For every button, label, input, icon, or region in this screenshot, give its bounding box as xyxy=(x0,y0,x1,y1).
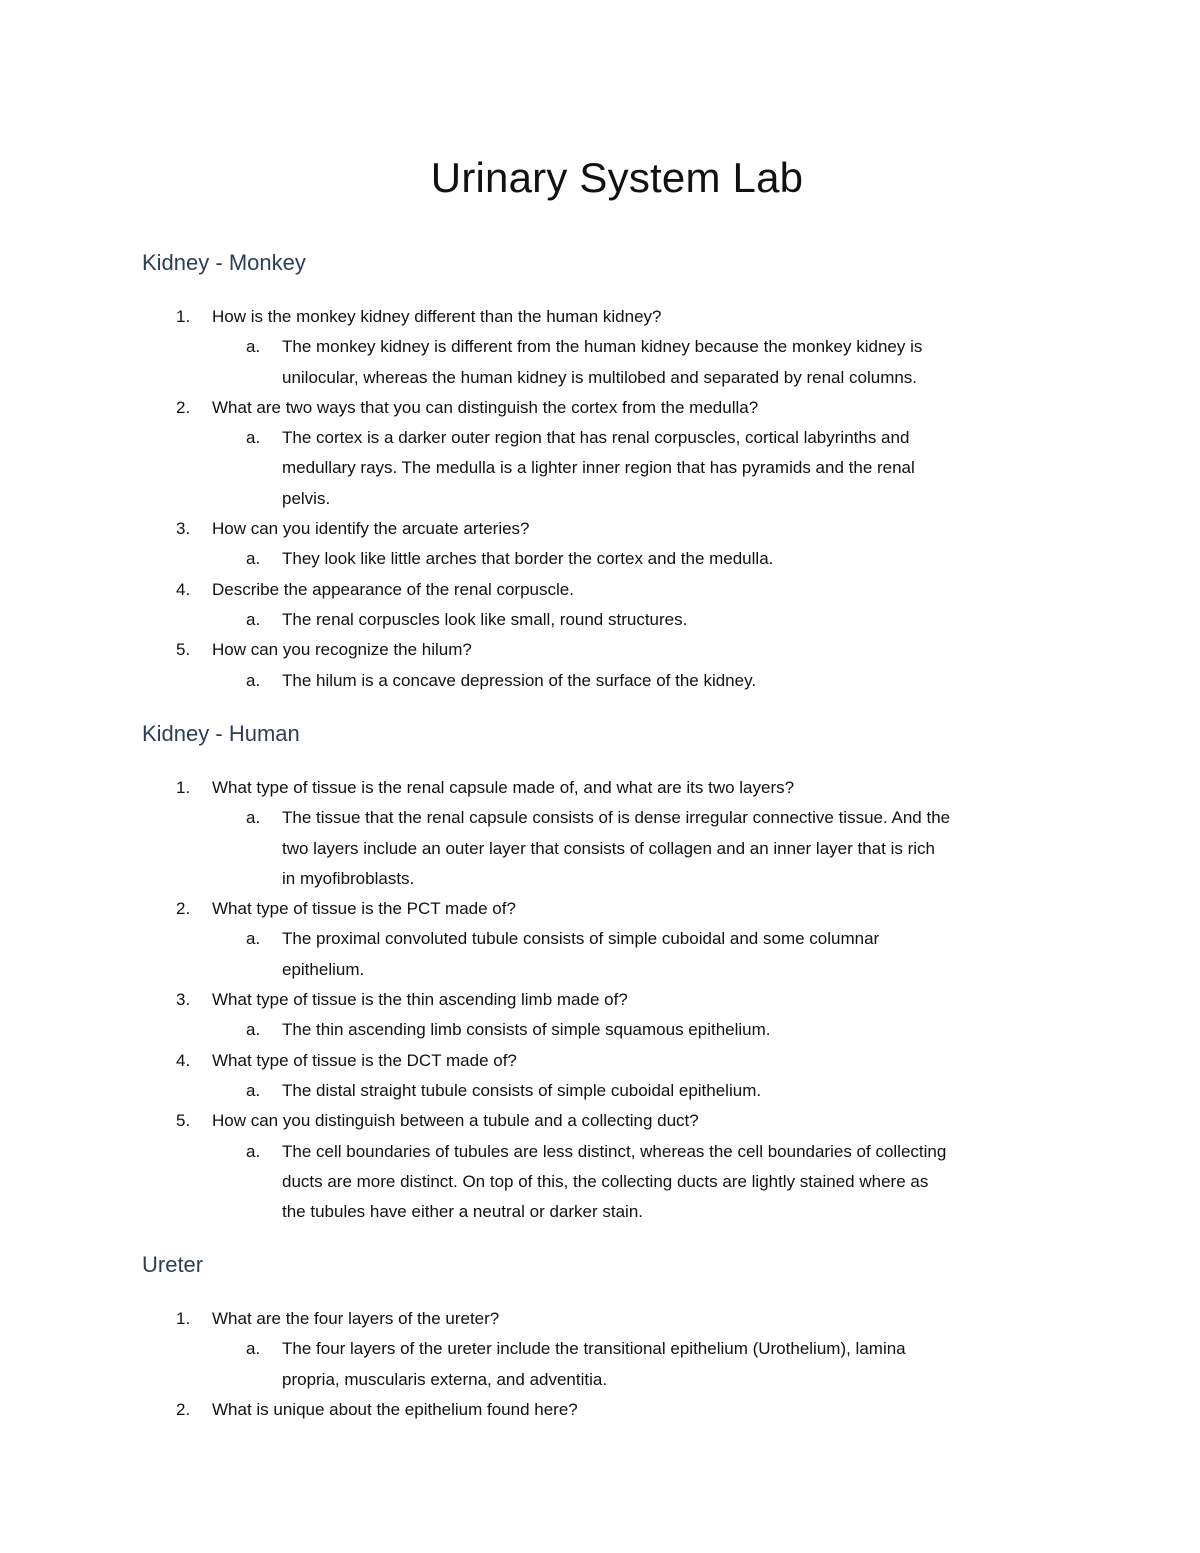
answer-line: The distal straight tubule consists of simple cuboidal epithelium. xyxy=(282,1080,762,1100)
answer-line: The proximal convoluted tubule consists of simple cuboidal and some columnar xyxy=(282,929,880,949)
question-item xyxy=(142,393,1082,514)
answer-line: The tissue that the renal capsule consists of is dense irregular connective tissue. And the xyxy=(282,808,951,828)
answer-item xyxy=(212,605,1082,635)
section-ureter xyxy=(142,1248,1082,1425)
question-text: Describe the appearance of the renal corpuscle. xyxy=(212,579,574,599)
answer-item xyxy=(212,1076,1082,1106)
answer-item xyxy=(212,803,1082,894)
answer-letter: a. xyxy=(246,337,261,357)
question-item xyxy=(142,894,1082,985)
question-number: 2. xyxy=(176,397,191,417)
question-number: 4. xyxy=(176,579,191,599)
question-number: 1. xyxy=(176,307,191,326)
section-heading: Kidney - Monkey xyxy=(142,250,306,275)
question-number: 5. xyxy=(176,640,191,660)
answer-line: The monkey kidney is different from the human kidney because the monkey kidney is xyxy=(282,337,923,357)
question-text: What type of tissue is the thin ascending limb made of? xyxy=(212,990,628,1010)
question-text: What is unique about the epithelium found here? xyxy=(212,1399,578,1419)
question-text: What type of tissue is the renal capsule made of, and what are its two layers? xyxy=(212,778,795,797)
answer-line: The renal corpuscles look like small, round structures. xyxy=(282,609,688,629)
answer-item xyxy=(212,1015,1082,1045)
question-text: What type of tissue is the PCT made of? xyxy=(212,899,516,919)
answer-line: They look like little arches that border the cortex and the medulla. xyxy=(282,549,774,569)
answer-line: propria, muscularis externa, and adventitia. xyxy=(282,1369,608,1389)
question-number: 2. xyxy=(176,899,191,919)
question-number: 5. xyxy=(176,1111,191,1131)
answer-item xyxy=(212,924,1082,985)
answer-letter: a. xyxy=(246,808,261,828)
question-list xyxy=(142,1304,1082,1425)
document-title: Urinary System Lab xyxy=(430,154,804,201)
answer-line: ducts are more distinct. On top of this, the collecting ducts are lightly stained where as xyxy=(282,1171,929,1191)
question-item xyxy=(142,1304,1082,1395)
answer-line: medullary rays. The medulla is a lighter inner region that has pyramids and the renal xyxy=(282,458,915,478)
question-text: How can you identify the arcuate arteries? xyxy=(212,519,530,539)
answer-item xyxy=(212,332,1082,393)
answer-line: epithelium. xyxy=(282,959,365,979)
answer-letter: a. xyxy=(246,609,261,629)
answer-line: The four layers of the ureter include the transitional epithelium (Urothelium), lamina xyxy=(282,1339,906,1359)
question-number: 1. xyxy=(176,778,191,797)
question-number: 1. xyxy=(176,1309,191,1328)
answer-letter: a. xyxy=(246,670,261,690)
answer-line: the tubules have either a neutral or darker stain. xyxy=(282,1202,643,1222)
answer-letter: a. xyxy=(246,1339,261,1359)
question-text: How can you recognize the hilum? xyxy=(212,640,472,660)
answer-item xyxy=(212,1137,1082,1228)
question-number: 2. xyxy=(176,1399,191,1419)
question-item xyxy=(142,985,1082,1046)
answer-line: The cortex is a darker outer region that has renal corpuscles, cortical labyrinths and xyxy=(282,428,910,448)
answer-letter: a. xyxy=(246,549,261,569)
answer-line: The cell boundaries of tubules are less distinct, whereas the cell boundaries of collecting xyxy=(282,1141,947,1161)
question-number: 3. xyxy=(176,519,191,539)
section-heading: Kidney - Human xyxy=(142,721,300,746)
question-item xyxy=(142,1395,1082,1425)
answer-line: pelvis. xyxy=(282,488,331,508)
question-item xyxy=(142,773,1082,894)
question-item xyxy=(142,575,1082,636)
question-list xyxy=(142,302,1082,696)
question-text: What type of tissue is the DCT made of? xyxy=(212,1050,517,1070)
section-kidney-human xyxy=(142,717,1082,1227)
answer-letter: a. xyxy=(246,1141,261,1161)
answer-line: in myofibroblasts. xyxy=(282,868,415,888)
answer-item xyxy=(212,1334,1082,1395)
answer-line: The hilum is a concave depression of the surface of the kidney. xyxy=(282,670,757,690)
answer-item xyxy=(212,423,1082,514)
answer-line: The thin ascending limb consists of simple squamous epithelium. xyxy=(282,1020,771,1040)
question-number: 4. xyxy=(176,1050,191,1070)
answer-item xyxy=(212,666,1082,696)
question-item xyxy=(142,1046,1082,1107)
answer-line: two layers include an outer layer that consists of collagen and an inner layer that is rich xyxy=(282,838,935,858)
question-item xyxy=(142,635,1082,696)
question-item xyxy=(142,1106,1082,1227)
question-text: How is the monkey kidney different than the human kidney? xyxy=(212,307,662,326)
answer-letter: a. xyxy=(246,428,261,448)
answer-letter: a. xyxy=(246,1080,261,1100)
question-list xyxy=(142,773,1082,1227)
question-item xyxy=(142,514,1082,575)
section-kidney-monkey xyxy=(142,246,1082,696)
question-text: How can you distinguish between a tubule and a collecting duct? xyxy=(212,1111,699,1131)
question-item xyxy=(142,302,1082,393)
question-number: 3. xyxy=(176,990,191,1010)
answer-letter: a. xyxy=(246,929,261,949)
section-heading: Ureter xyxy=(142,1252,204,1277)
answer-line: unilocular, whereas the human kidney is multilobed and separated by renal columns. xyxy=(282,367,918,387)
answer-letter: a. xyxy=(246,1020,261,1040)
question-text: What are two ways that you can distinguish the cortex from the medulla? xyxy=(212,397,759,417)
question-text: What are the four layers of the ureter? xyxy=(212,1309,500,1328)
answer-item xyxy=(212,544,1082,574)
